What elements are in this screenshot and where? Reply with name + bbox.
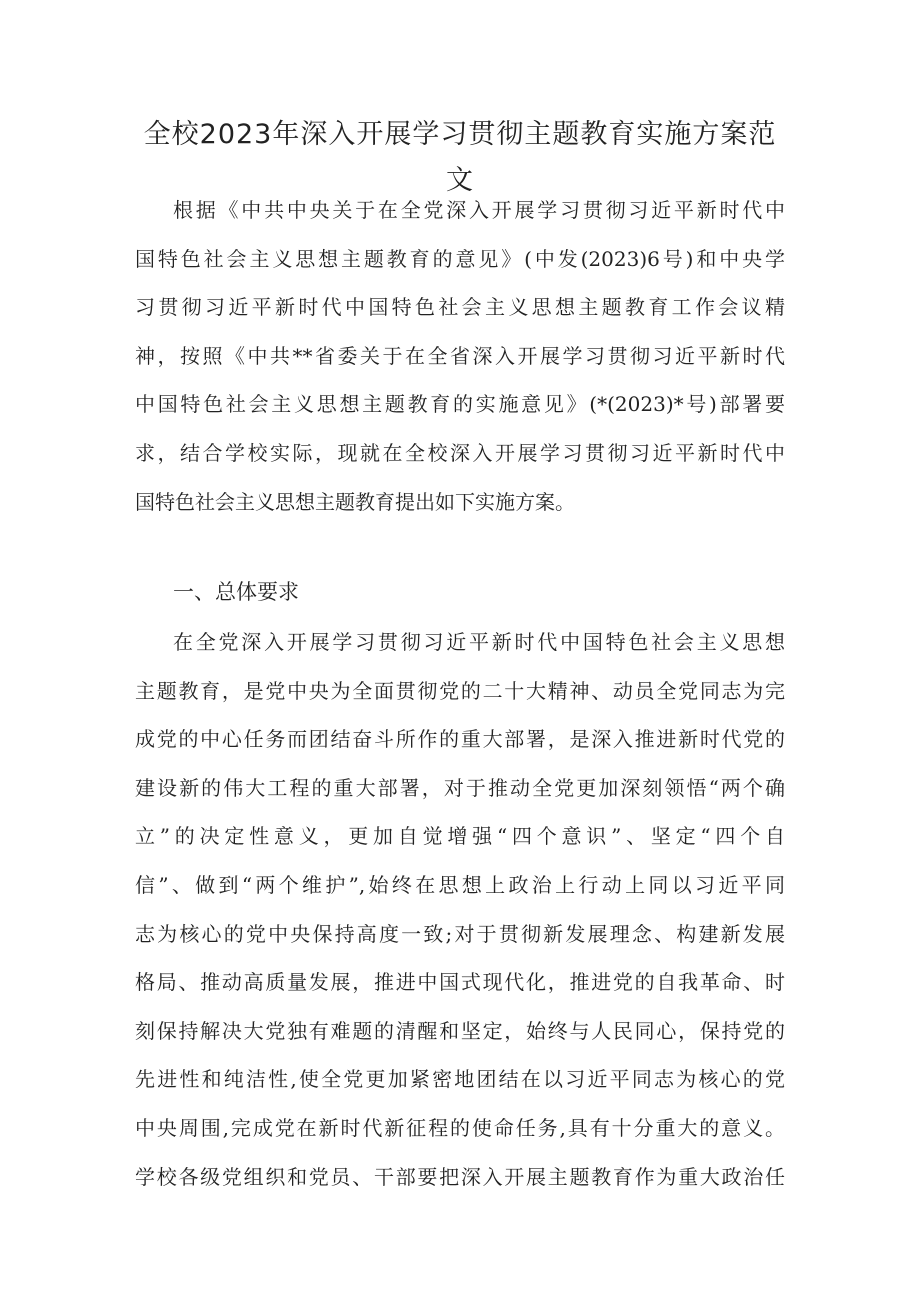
title-line-2: 文: [446, 165, 474, 196]
body-line: 中央周围,完成党在新时代新征程的使命任务,具有十分重大的意义。: [135, 1115, 785, 1140]
body-line: 在全党深入开展学习贯彻习近平新时代中国特色社会主义思想: [173, 630, 785, 654]
intro-line: 求，结合学校实际，现就在全校深入开展学习贯彻习近平新时代中: [135, 440, 785, 465]
body-line: 学校各级党组织和党员、干部要把深入开展主题教育作为重大政治任: [135, 1164, 785, 1189]
body-line: 格局、推动高质量发展，推进中国式现代化，推进党的自我革命、时: [135, 970, 785, 995]
intro-line: 中国特色社会主义思想主题教育的实施意见》(*(2023)*号)部署要: [135, 392, 785, 417]
section1-paragraph: [135, 618, 785, 1201]
body-line: 刻保持解决大党独有难题的清醒和坚定，始终与人民同心，保持党的: [135, 1018, 785, 1043]
section-heading: 一、总体要求: [173, 580, 299, 604]
body-line: 立”的决定性意义，更加自觉增强“四个意识”、坚定“四个自: [135, 824, 785, 849]
body-line: 成党的中心任务而团结奋斗所作的重大部署，是深入推进新时代党的: [135, 727, 785, 752]
intro-line: 国特色社会主义思想主题教育的意见》(中发(2023)6号)和中央学: [135, 246, 785, 271]
intro-paragraph: [135, 186, 785, 526]
body-line: 信”、做到“两个维护”,始终在思想上政治上行动上同以习近平同: [135, 872, 785, 897]
title-line-1: 全校2023年深入开展学习贯彻主题教育实施方案范: [143, 119, 777, 150]
intro-line: 神，按照《中共**省委关于在全省深入开展学习贯彻习近平新时代: [135, 343, 785, 368]
intro-line: 习贯彻习近平新时代中国特色社会主义思想主题教育工作会议精: [135, 295, 785, 320]
body-line: 先进性和纯洁性,使全党更加紧密地团结在以习近平同志为核心的党: [135, 1067, 785, 1092]
body-line: 主题教育，是党中央为全面贯彻党的二十大精神、动员全党同志为完: [135, 678, 785, 703]
intro-line: 根据《中共中央关于在全党深入开展学习贯彻习近平新时代中: [173, 198, 785, 222]
intro-line: 国特色社会主义思想主题教育提出如下实施方案。: [135, 489, 575, 514]
body-line: 志为核心的党中央保持高度一致;对于贯彻新发展理念、构建新发展: [135, 921, 785, 946]
body-line: 建设新的伟大工程的重大部署，对于推动全党更加深刻领悟“两个确: [135, 775, 785, 800]
